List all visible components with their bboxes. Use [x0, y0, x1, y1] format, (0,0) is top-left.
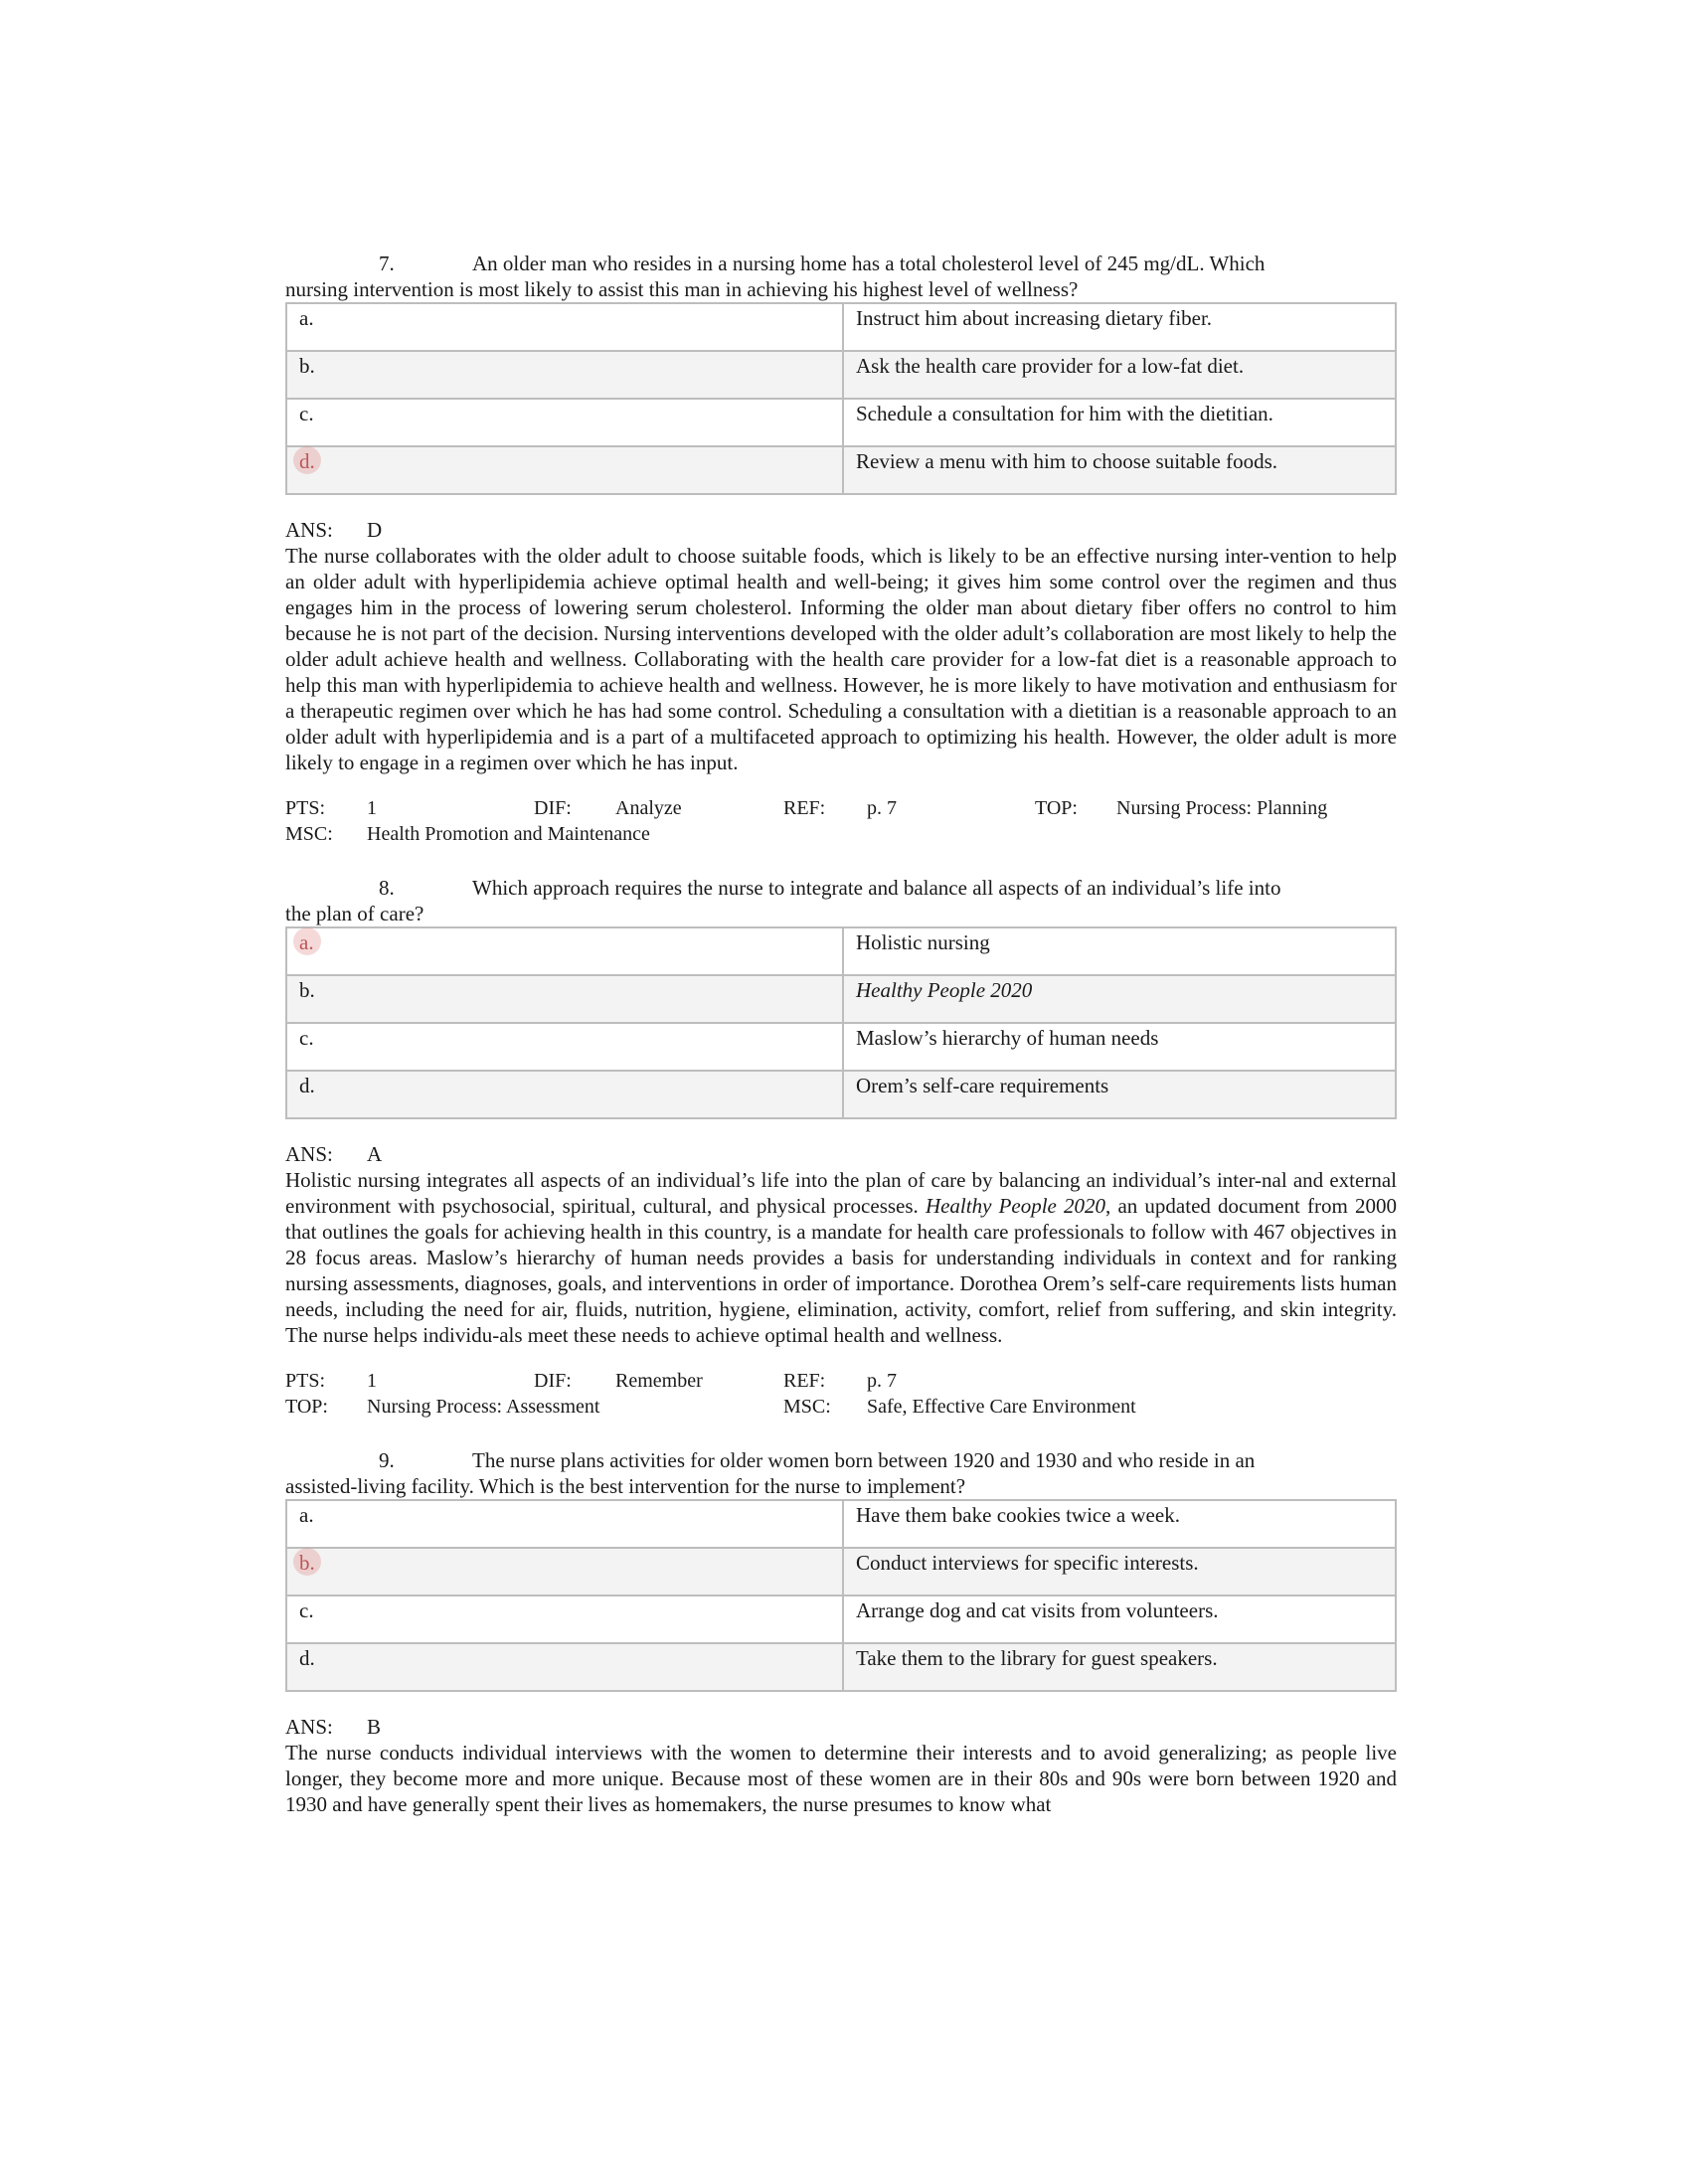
option-text: Conduct interviews for specific interests. [843, 1548, 1396, 1596]
question-stem [285, 251, 1397, 302]
option-text: Holistic nursing [843, 927, 1396, 975]
correct-answer-highlight: a. [299, 930, 314, 954]
stem-line-1: The nurse plans activities for older women born between 1920 and 1930 and who reside in an [472, 1448, 1256, 1472]
answer-value: B [367, 1715, 382, 1739]
option-letter: b. [286, 975, 843, 1023]
rationale: The nurse collaborates with the older adult to choose suitable foods, which is likely to be an effective nursing inter-vention to help an older adult with hyperlipidemia achieve optimal health and well-being; it gives him some control over the regimen and thus engages him in the process of lowering serum cholesterol. Informing the older man about dietary fiber offers no control to him because he is not part of the decision. Nursing interventions developed with the older adult’s collaboration are most likely to help the older adult achieve health and wellness. Collaborating with the health care provider for a low-fat diet is a reasonable approach to help this man with hyperlipidemia to achieve health and wellness. However, he is more likely to have motivation and enthusiasm for a therapeutic regimen over which he has had some control. Scheduling a consultation with a dietitian is a reasonable approach to an older adult with hyperlipidemia and is a part of a multifaceted approach to optimizing his health. However, the older adult is more likely to engage in a regimen over which he has input. [285, 544, 1397, 774]
option-text: Review a menu with him to choose suitable foods. [843, 446, 1396, 494]
msc-value: Safe, Effective Care Environment [867, 1396, 1136, 1418]
top-label: TOP: [1035, 797, 1078, 819]
stem-line-2: nursing intervention is most likely to assist this man in achieving his highest level of wellness? [285, 277, 1079, 301]
option-row [286, 399, 1396, 446]
pts-value: 1 [367, 797, 377, 819]
answer-label: ANS: [285, 1715, 333, 1739]
ref-value: p. 7 [867, 797, 897, 819]
option-letter: a. [286, 303, 843, 351]
options-table [285, 302, 1397, 495]
question-7 [285, 251, 1397, 847]
stem-line-2: assisted-living facility. Which is the best intervention for the nurse to implement? [285, 1474, 966, 1498]
ref-label: REF: [783, 797, 826, 819]
ref-label: REF: [783, 1370, 826, 1392]
correct-answer-highlight: b. [299, 1551, 315, 1575]
answer-line [285, 1141, 1397, 1167]
pts-value: 1 [367, 1370, 377, 1392]
metadata [285, 795, 1397, 847]
option-row [286, 927, 1396, 975]
option-text: Maslow’s hierarchy of human needs [843, 1023, 1396, 1071]
pts-label: PTS: [285, 797, 326, 819]
top-label: TOP: [285, 1396, 328, 1418]
stem-line-1: Which approach requires the nurse to integrate and balance all aspects of an individual’s life into [472, 876, 1281, 900]
question-9 [285, 1447, 1397, 1817]
dif-value: Analyze [615, 797, 682, 819]
options-table [285, 926, 1397, 1119]
dif-label: DIF: [534, 797, 572, 819]
rationale: The nurse conducts individual interviews with the women to determine their interests and to avoid generalizing; as people live longer, they become more and more unique. Because most of these women are in their 80s and 90s were born between 1920 and 1930 and have generally spent their lives as homemakers, the nurse presumes to know what [285, 1741, 1397, 1816]
option-letter: b. [286, 351, 843, 399]
option-row [286, 1596, 1396, 1643]
option-text-italic: Healthy People 2020 [856, 978, 1033, 1002]
option-text: Take them to the library for guest speakers. [843, 1643, 1396, 1691]
question-8 [285, 875, 1397, 1420]
option-letter-correct [286, 1548, 843, 1596]
options-table [285, 1499, 1397, 1692]
rationale-part-1: Holistic nursing integrates all aspects of an individual’s life into the plan of care by balancing an individual’s inter-nal and external environment with psychosocial, spiritual, cultural, and physical processes. [285, 1168, 1397, 1218]
dif-value: Remember [615, 1370, 703, 1392]
option-letter-correct [286, 446, 843, 494]
option-row [286, 446, 1396, 494]
correct-answer-highlight: d. [299, 449, 315, 473]
question-number: 9. [379, 1448, 395, 1472]
option-text: Ask the health care provider for a low-fat diet. [843, 351, 1396, 399]
answer-label: ANS: [285, 518, 333, 542]
option-letter-correct [286, 927, 843, 975]
answer-label: ANS: [285, 1142, 333, 1166]
option-text: Instruct him about increasing dietary fiber. [843, 303, 1396, 351]
dif-label: DIF: [534, 1370, 572, 1392]
option-letter: c. [286, 1023, 843, 1071]
answer-line [285, 1714, 1397, 1740]
rationale-part-2: , an updated document from 2000 that outlines the goals for achieving health in this country, is a mandate for health care professionals to follow with 467 objectives in 28 focus areas. Maslow’s hierarchy of human needs provides a basis for understanding individuals in context and for ranking nursing assessments, diagnoses, goals, and interventions in order of importance. Dorothea Orem’s self-care requirements lists human needs, including the need for air, fluids, nutrition, hygiene, elimination, activity, comfort, relief from suffering, and skin integrity. The nurse helps individu-als meet these needs to achieve optimal health and wellness. [285, 1194, 1397, 1347]
option-row [286, 1643, 1396, 1691]
answer-value: D [367, 518, 383, 542]
option-letter: a. [286, 1500, 843, 1548]
stem-line-1: An older man who resides in a nursing home has a total cholesterol level of 245 mg/dL. Which [472, 252, 1266, 275]
option-text: Arrange dog and cat visits from volunteers. [843, 1596, 1396, 1643]
top-value: Nursing Process: Planning [1116, 797, 1328, 819]
msc-label: MSC: [783, 1396, 831, 1418]
question-number: 8. [379, 876, 395, 900]
option-row [286, 975, 1396, 1023]
answer-value: A [367, 1142, 383, 1166]
option-text [843, 975, 1396, 1023]
option-text: Have them bake cookies twice a week. [843, 1500, 1396, 1548]
question-stem [285, 875, 1397, 926]
ref-value: p. 7 [867, 1370, 897, 1392]
top-value: Nursing Process: Assessment [367, 1396, 600, 1418]
option-letter: d. [286, 1643, 843, 1691]
option-letter: c. [286, 1596, 843, 1643]
question-number: 7. [379, 252, 395, 275]
pts-label: PTS: [285, 1370, 326, 1392]
msc-value: Health Promotion and Maintenance [367, 823, 650, 845]
option-row [286, 1071, 1396, 1118]
rationale [285, 1167, 1397, 1348]
option-row [286, 1500, 1396, 1548]
question-stem [285, 1447, 1397, 1499]
document-page [285, 251, 1397, 1817]
answer-line [285, 517, 1397, 543]
msc-label: MSC: [285, 823, 333, 845]
option-row [286, 1023, 1396, 1071]
rationale-italic: Healthy People 2020 [925, 1194, 1106, 1218]
option-letter: c. [286, 399, 843, 446]
option-row [286, 351, 1396, 399]
metadata [285, 1368, 1397, 1420]
option-letter: d. [286, 1071, 843, 1118]
option-row [286, 303, 1396, 351]
option-row [286, 1548, 1396, 1596]
option-text: Orem’s self-care requirements [843, 1071, 1396, 1118]
option-text: Schedule a consultation for him with the dietitian. [843, 399, 1396, 446]
stem-line-2: the plan of care? [285, 902, 424, 925]
